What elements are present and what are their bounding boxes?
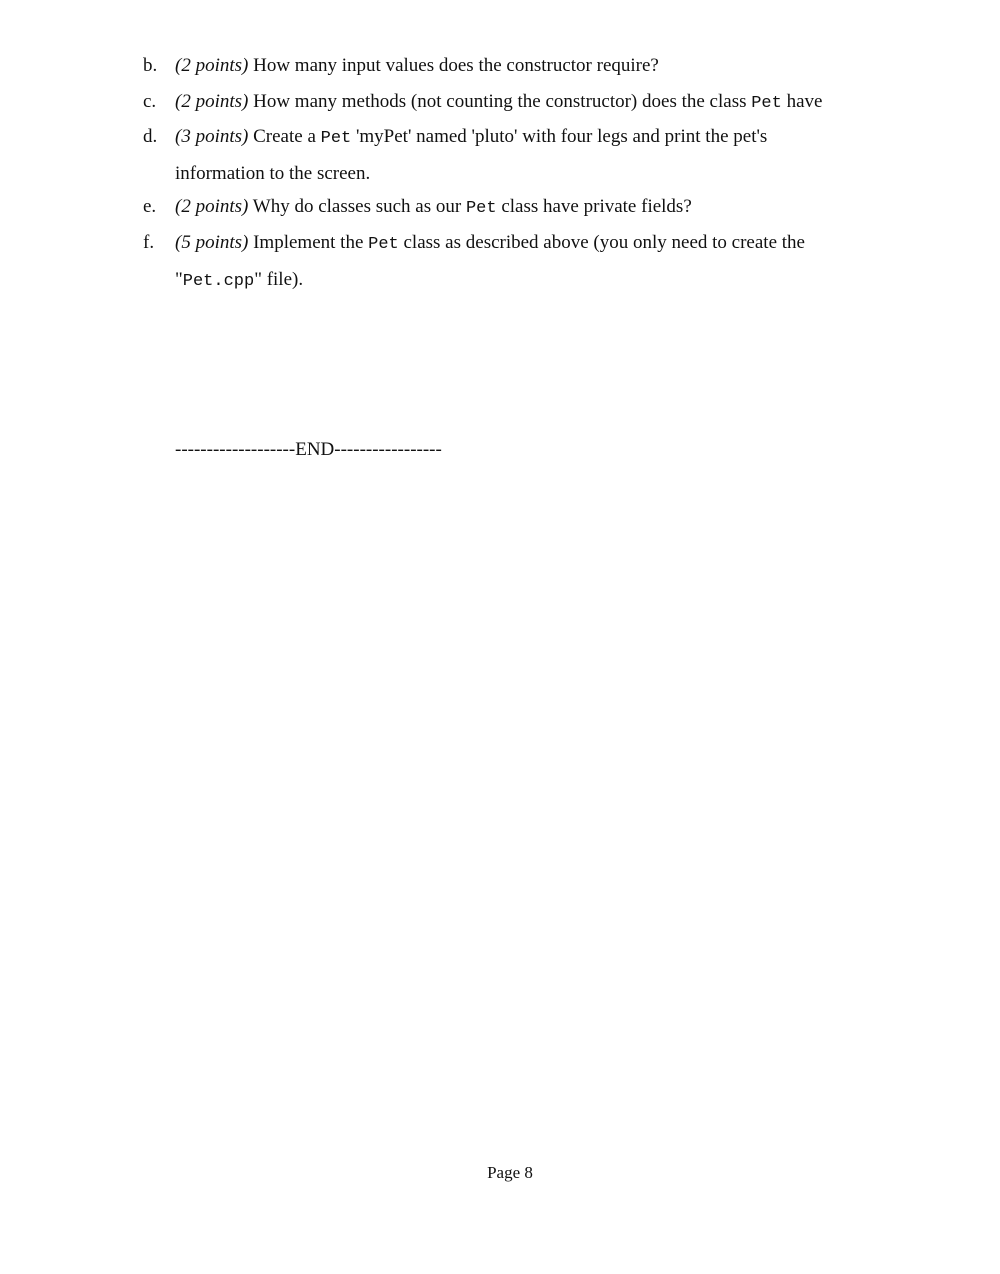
code-class-name: Pet <box>465 199 497 218</box>
question-text <box>175 225 855 299</box>
question-letter: f. <box>143 232 155 253</box>
code-class-name: Pet <box>751 94 782 113</box>
question-b <box>143 48 903 83</box>
question-points: (5 points) <box>175 232 249 253</box>
end-marker: -------------------END----------------- <box>175 439 442 460</box>
question-letter: e. <box>143 196 157 217</box>
question-letter: b. <box>143 55 158 76</box>
question-d <box>143 119 903 191</box>
question-text-part: class as described above (you only need to create the " <box>175 232 805 290</box>
code-file-name: Pet.cpp <box>182 272 255 291</box>
code-class-name: Pet <box>368 235 399 254</box>
question-text <box>175 48 903 83</box>
question-letter: c. <box>143 91 157 112</box>
question-text-part: have <box>781 91 823 112</box>
code-class-name: Pet <box>320 129 352 148</box>
question-text <box>175 119 825 191</box>
question-f <box>143 225 903 299</box>
page-number: Page 8 <box>487 1163 533 1182</box>
question-text <box>175 84 903 121</box>
question-text-part: How many methods (not counting the constructor) does the class <box>248 91 752 112</box>
question-points: (2 points) <box>175 91 249 112</box>
question-text-part: " file). <box>254 269 304 290</box>
question-letter: d. <box>143 126 158 147</box>
question-text-part: class have private fields? <box>496 196 692 217</box>
question-points: (3 points) <box>175 126 249 147</box>
question-text-part: Why do classes such as our <box>248 196 466 217</box>
question-e <box>143 189 903 226</box>
question-text-part: Implement the <box>248 232 369 253</box>
question-points: (2 points) <box>175 55 249 76</box>
question-text-part: 'myPet' named 'pluto' with four legs and print the pet's information to the screen. <box>175 126 768 184</box>
question-text <box>175 189 903 226</box>
question-text-part: How many input values does the constructor require? <box>248 55 659 76</box>
question-points: (2 points) <box>175 196 249 217</box>
question-text-part: Create a <box>248 126 321 147</box>
question-c <box>143 84 903 121</box>
